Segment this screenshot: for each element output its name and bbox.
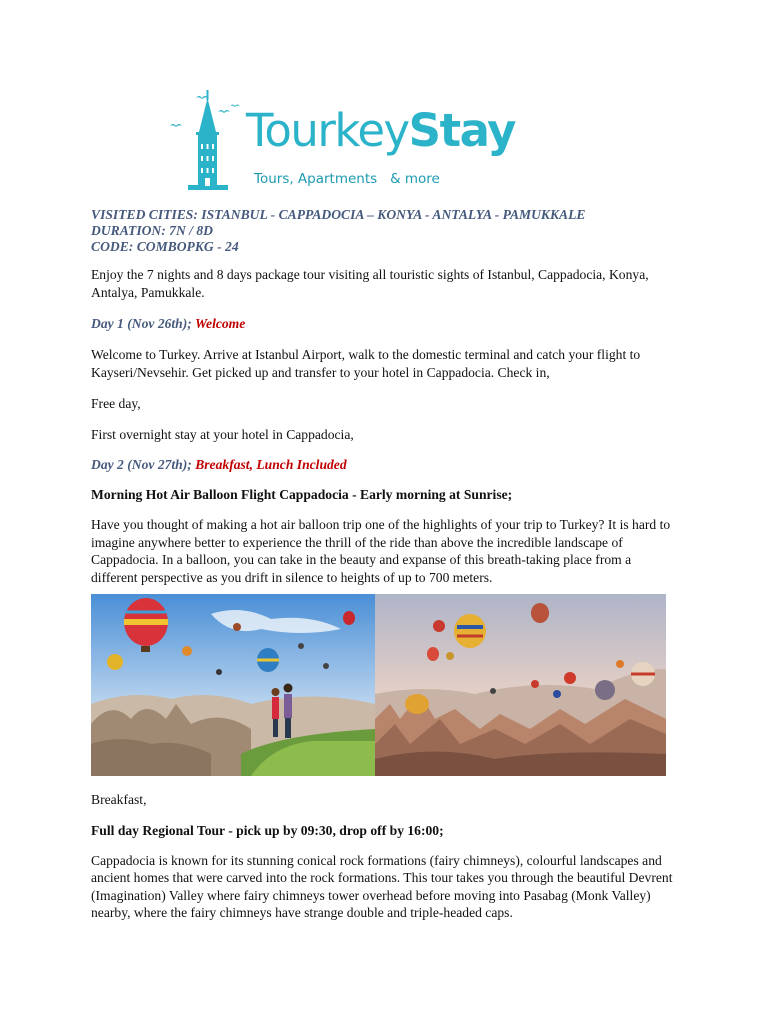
day1-highlight: Welcome xyxy=(194,316,246,331)
balloon-photo-valley xyxy=(375,594,666,776)
visited-cities: VISITED CITIES: ISTANBUL - CAPPADOCIA – KONYA - ANTALYA - PAMUKKALE xyxy=(91,207,586,222)
day2-date: Day 2 (Nov 27th); xyxy=(91,457,196,472)
logo-brand-part2: Stay xyxy=(408,104,515,157)
balloon-flight-paragraph: Have you thought of making a hot air balloon trip one of the highlights of your trip to Turkey? It is hard to imagine anywhere better to experience the thrill of the ride than above the incredible landscape of Cappadocia. In a balloon, you can take in the beauty and expanse of this breath-taking place from a different perspective as you drift in silence to heights of up to 700 meters. xyxy=(91,517,671,585)
logo-wordmark xyxy=(246,104,515,157)
logo-brand-part1: Tourkey xyxy=(246,104,409,157)
duration: DURATION: 7N / 8D xyxy=(91,223,213,238)
day1-overnight: First overnight stay at your hotel in Cappadocia, xyxy=(91,426,354,442)
day2-breakfast: Breakfast, xyxy=(91,792,147,807)
tourkeystay-logo xyxy=(168,88,513,196)
logo-tagline: Tours, Apartments & more xyxy=(254,171,440,187)
document-body xyxy=(91,207,681,586)
balloon-flight-title: Morning Hot Air Balloon Flight Cappadocia - Early morning at Sunrise; xyxy=(91,487,513,502)
document-body-lower xyxy=(91,791,681,922)
day2-heading xyxy=(91,456,681,473)
galata-tower-icon xyxy=(168,88,248,196)
day1-free-day: Free day, xyxy=(91,396,141,411)
day1-date: Day 1 (Nov 26th); xyxy=(91,316,195,331)
intro-paragraph: Enjoy the 7 nights and 8 days package tour visiting all touristic sights of Istanbul, Cappadocia, Konya, Antalya, Pamukkale. xyxy=(91,267,649,300)
regional-tour-paragraph: Cappadocia is known for its stunning conical rock formations (fairy chimneys), colourful landscapes and ancient homes that were carved into the rock formations. This tour takes you through the beautiful Devrent (Imagination) Valley where fairy chimneys tower overhead before moving into Pasabag (Monk Valley) nearby, where the fairy chimneys have strange double and triple-headed caps. xyxy=(91,852,673,920)
balloon-photos xyxy=(91,594,666,776)
regional-tour-title: Full day Regional Tour - pick up by 09:30, drop off by 16:00; xyxy=(91,822,444,838)
package-code: CODE: COMBOPKG - 24 xyxy=(91,239,239,254)
day2-highlight: Breakfast, Lunch Included xyxy=(195,457,347,472)
day1-paragraph: Welcome to Turkey. Arrive at Istanbul Airport, walk to the domestic terminal and catch your flight to Kayseri/Nevsehir. Get picked up and transfer to your hotel in Cappadocia. Check in, xyxy=(91,347,641,380)
balloon-photo-couple xyxy=(91,594,375,776)
day1-heading xyxy=(91,315,681,332)
